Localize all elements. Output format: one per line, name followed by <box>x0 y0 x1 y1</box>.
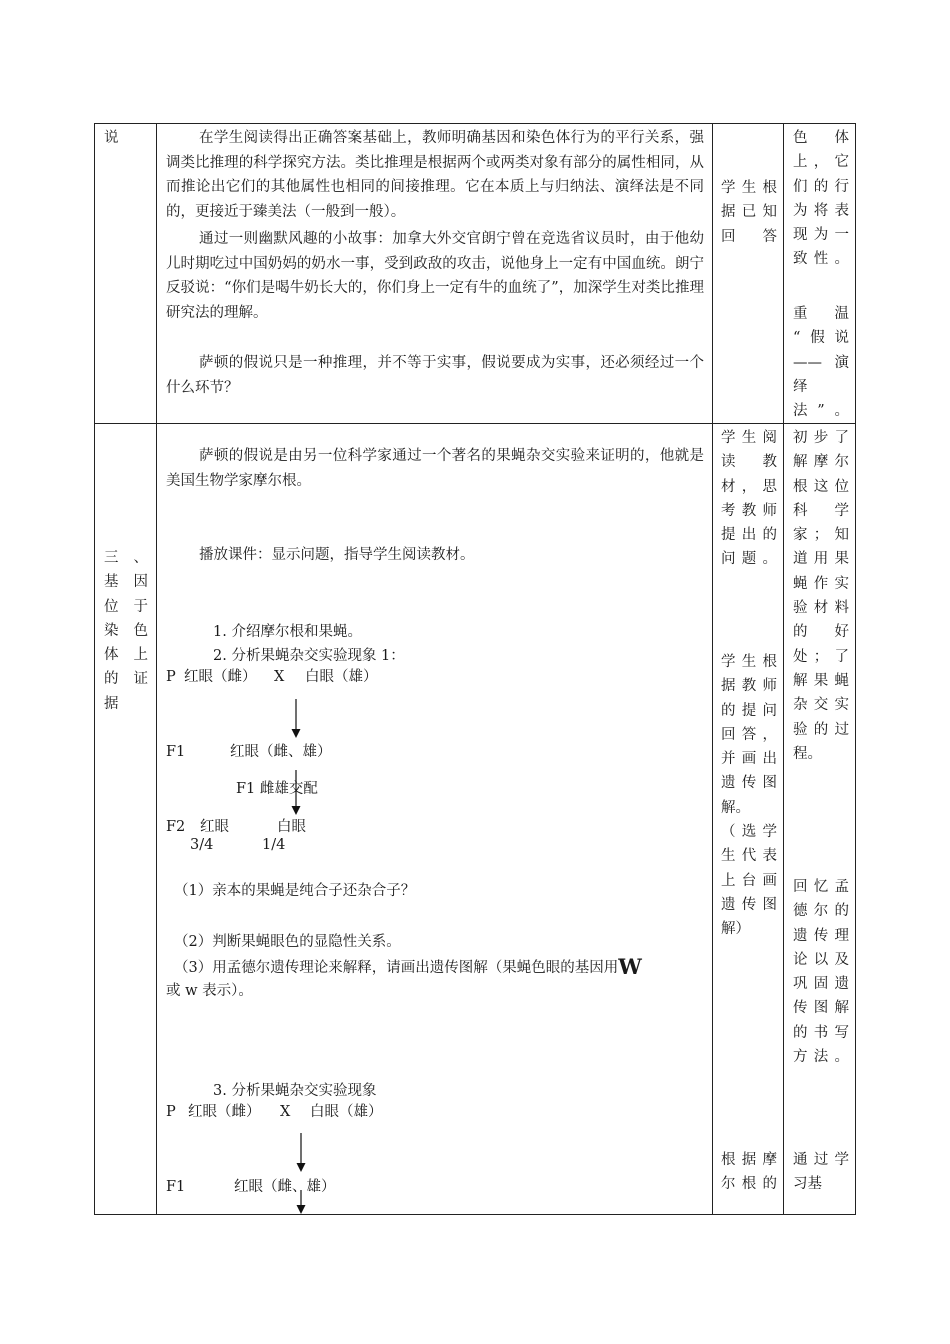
row1-paragraph-story: 通过一则幽默风趣的小故事：加拿大外交官朗宁曾在竞选省议员时，由于他幼儿时期吃过中国奶妈的奶水一事，受到政敌的攻击，说他身上一定有中国血统。朗宁反驳说：“你们是喝牛奶长大的，你们身上一定有牛的血统了”，加深学生对类比推理研究法的理解。 <box>166 231 704 321</box>
cross1-x: X <box>274 669 285 685</box>
cross1-ratio-white: 1/4 <box>262 837 286 853</box>
cross1-f2-white: 白眼 <box>277 819 306 835</box>
question-1: （1）亲本的果蝇是纯合子还杂合子？ <box>174 883 416 899</box>
cross2-x: X <box>280 1104 291 1120</box>
row2-intent-b: 回忆孟 德尔的 遗传理 论以及 巩固遗 传图解 的书写 方法。 <box>793 879 849 1066</box>
row2-student-activity-c: 根据摩 尔根的 <box>721 1152 777 1193</box>
table-right-border <box>855 123 856 1215</box>
row2-courseware-note: 播放课件：显示问题，指导学生阅读教材。 <box>199 547 475 563</box>
row2-item-2: 2. 分析果蝇杂交实验现象 1： <box>213 648 405 664</box>
row2-intro-paragraph: 萨顿的假说是由另一位科学家通过一个著名的果蝇杂交实验来证明的，他就是美国生物学家摩尔根。 <box>166 448 704 489</box>
gene-symbol: W <box>618 954 642 979</box>
row1-stage-label: 说 <box>104 130 119 146</box>
row2-item-1: 1. 介绍摩尔根和果蝇。 <box>213 624 362 640</box>
row-divider <box>94 423 856 424</box>
table-bottom-border <box>94 1214 856 1215</box>
cross2-f1-result: 红眼（雌、雄） <box>234 1179 336 1195</box>
question-3-continued: 或 w 表示）。 <box>166 983 253 999</box>
cross2-female: 红眼（雌） <box>188 1104 261 1120</box>
cross1-f1-cross: F1 雌雄交配 <box>236 781 318 797</box>
row2-stage-label: 三、 基 因 位 于 染 色 体 上 的 证 据 <box>104 550 148 712</box>
cross1-female: 红眼（雌） <box>184 669 257 685</box>
cross1-ratio-red: 3/4 <box>190 837 214 853</box>
cross2-male: 白眼（雄） <box>310 1104 383 1120</box>
row1-student-activity: 学生根 据已知 回答 <box>721 180 777 245</box>
cross2-f1-label: F1 <box>166 1179 186 1195</box>
row1-paragraph-question: 萨顿的假说只是一种推理，并不等于实事，假说要成为实事，还必须经过一个什么环节？ <box>166 355 704 396</box>
cross2-arrow-down-2 <box>295 1190 307 1215</box>
cross1-male: 白眼（雄） <box>305 669 378 685</box>
cross1-f1-result: 红眼（雌、雄） <box>230 744 332 760</box>
question-3: （3）用孟德尔遗传理论来解释，请画出遗传图解（果蝇色眼的基因用W <box>174 954 642 979</box>
cross2-arrow-down-1 <box>295 1133 307 1173</box>
row2-intent-a: 初步了 解摩尔 根这位 科 学 家；知 道用果 蝇作实 验材料 的 好 处；了 解果蝇 杂交实 验的过 程。 <box>793 430 849 762</box>
cross1-f2-red: 红眼 <box>200 819 229 835</box>
table-top-border <box>94 123 856 124</box>
row1-intent-a: 色 体 上，它 们的行 为将表 现为一 致性。 <box>793 130 849 268</box>
column-divider-1 <box>156 123 157 1215</box>
cross1-f1-label: F1 <box>166 744 186 760</box>
column-divider-3 <box>783 123 784 1215</box>
cross1-p-label: P <box>166 669 176 685</box>
row1-intent-b: 重 温 “假说 ——演 绎 法”。 <box>793 306 849 420</box>
row2-intent-c: 通过学 习基 <box>793 1152 849 1193</box>
cross1-arrow-down-1 <box>290 699 302 739</box>
row2-item-3: 3. 分析果蝇杂交实验现象 <box>213 1083 377 1099</box>
row2-student-activity-a: 学生阅 读 教 材，思 考教师 提出的 问题。 <box>721 430 777 568</box>
cross1-f2-label: F2 <box>166 819 186 835</box>
column-divider-2 <box>712 123 713 1215</box>
cross2-p-label: P <box>166 1104 176 1120</box>
cross1-arrow-down-2 <box>290 770 302 816</box>
row1-paragraph-analogy: 在学生阅读得出正确答案基础上，教师明确基因和染色体行为的平行关系，强调类比推理的科学探究方法。类比推理是根据两个或两类对象有部分的属性相同，从而推论出它们的其他属性也相同的间接推理。它在本质上与归纳法、演绎法是不同的，更接近于臻美法（一般到一般）。 <box>166 130 704 220</box>
row2-student-activity-b: 学生根 据教师 的提问 回答， 并画出 遗传图 解。 （选学 生代表 上台画 遗传图 解） <box>721 654 777 938</box>
question-2: （2）判断果蝇眼色的显隐性关系。 <box>174 934 401 950</box>
table-left-border <box>94 123 95 1215</box>
